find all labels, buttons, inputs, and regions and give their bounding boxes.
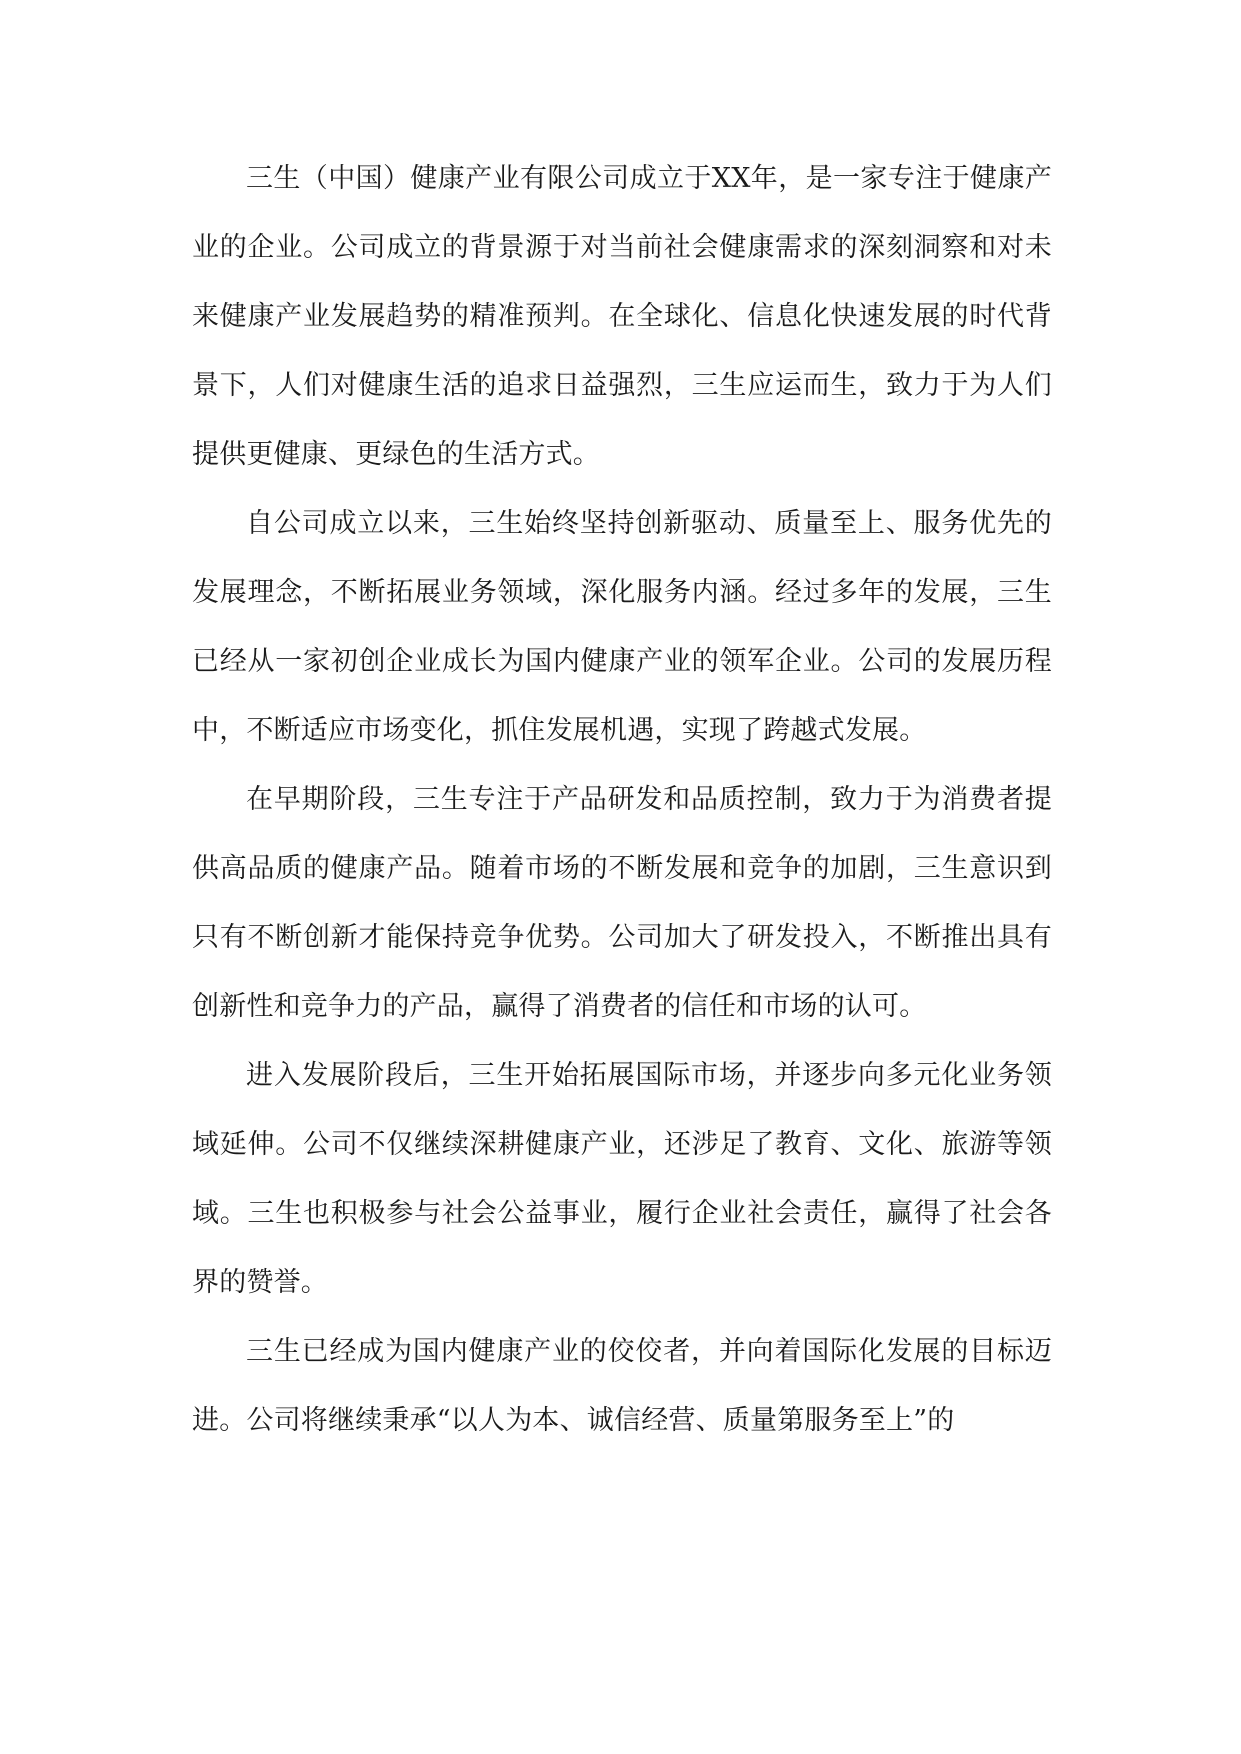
paragraph-company-founding: 三生（中国）健康产业有限公司成立于XX年，是一家专注于健康产业的企业。公司成立的背景源于对当前社会健康需求的深刻洞察和对未来健康产业发展趋势的精准预判。在全球化、信息化快速发展的时代背景下，人们对健康生活的追求日益强烈，三生应运而生，致力于为人们提供更健康、更绿色的生活方式。 [192,163,1052,470]
paragraph-early-stage: 在早期阶段，三生专注于产品研发和品质控制，致力于为消费者提供高品质的健康产品。随着市场的不断发展和竞争的加剧，三生意识到只有不断创新才能保持竞争优势。公司加大了研发投入，不断推出具有创新性和竞争力的产品，赢得了消费者的信任和市场的认可。 [192,784,1052,1022]
document-body [192,144,1052,1455]
paragraph-expansion-stage: 进入发展阶段后，三生开始拓展国际市场，并逐步向多元化业务领域延伸。公司不仅继续深耕健康产业，还涉足了教育、文化、旅游等领域。三生也积极参与社会公益事业，履行企业社会责任，赢得了社会各界的赞誉。 [192,1060,1052,1298]
paragraph-current-status: 三生已经成为国内健康产业的佼佼者，并向着国际化发展的目标迈进。公司将继续秉承“以人为本、诚信经营、质量第服务至上”的 [192,1336,1052,1436]
paragraph-development-philosophy: 自公司成立以来，三生始终坚持创新驱动、质量至上、服务优先的发展理念，不断拓展业务领域，深化服务内涵。经过多年的发展，三生已经从一家初创企业成长为国内健康产业的领军企业。公司的发展历程中，不断适应市场变化，抓住发展机遇，实现了跨越式发展。 [192,508,1052,746]
